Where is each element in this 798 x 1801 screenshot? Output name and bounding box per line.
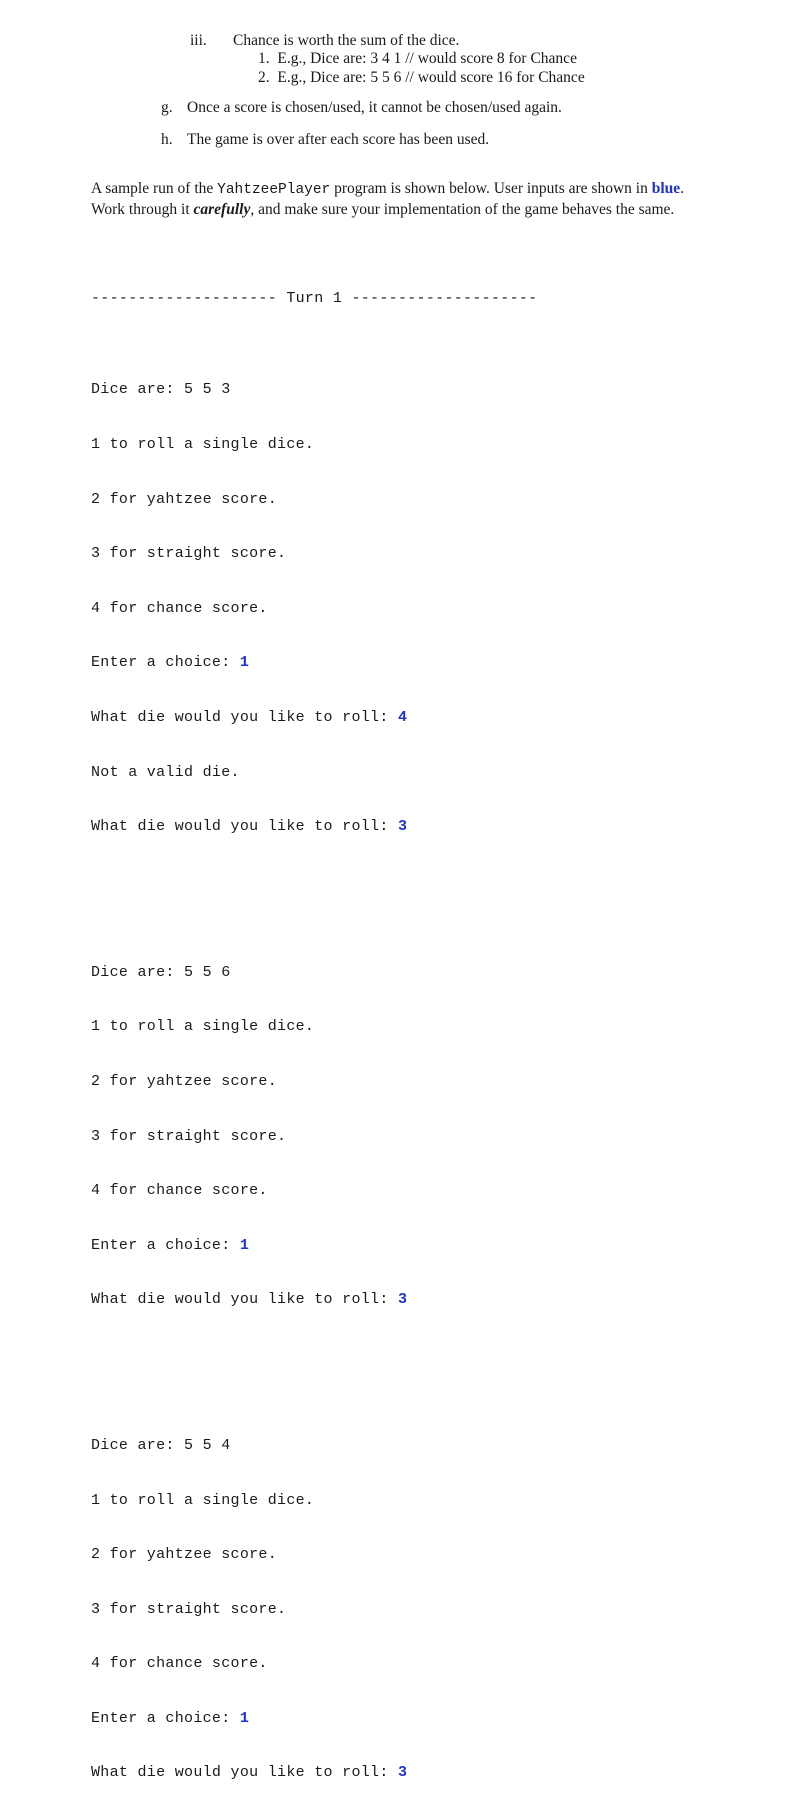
intro-line-1 — [91, 180, 684, 199]
dice-line: Dice are: 5 5 4 — [91, 1436, 231, 1454]
sub-list-item — [258, 69, 585, 87]
menu-option: 1 to roll a single dice. — [91, 1018, 315, 1036]
die-prompt: What die would you like to roll: — [91, 1764, 398, 1782]
die-prompt: What die would you like to roll: — [91, 1291, 398, 1309]
error-line: Not a valid die. — [91, 763, 240, 781]
die-prompt: What die would you like to roll: — [91, 708, 398, 726]
turn-header: -------------------- Turn 1 -------------------- — [91, 290, 538, 308]
sub-list-marker: 1. — [258, 50, 270, 67]
list-item-h-text: The game is over after each score has been used. — [187, 131, 490, 148]
list-item-g-text: Once a score is chosen/used, it cannot be chosen/used again. — [187, 99, 562, 116]
sub-list-marker: 2. — [258, 69, 270, 86]
user-input: 1 — [239, 654, 250, 672]
intro-text: program is shown below. User inputs are shown in — [330, 180, 652, 197]
blue-word: blue — [651, 180, 681, 197]
user-input: 1 — [239, 1709, 250, 1727]
list-marker-iii: iii. — [190, 32, 207, 49]
list-marker-g: g. — [161, 99, 173, 116]
blank-line — [91, 1346, 537, 1364]
menu-option: 4 for chance score. — [91, 1182, 268, 1200]
user-input: 1 — [239, 1236, 250, 1254]
dice-line: Dice are: 5 5 6 — [91, 963, 231, 981]
sub-list-text: E.g., Dice are: 5 5 6 // would score 16 for Chance — [277, 69, 585, 86]
list-item-iii-text: Chance is worth the sum of the dice. — [233, 32, 460, 49]
sub-list-text: E.g., Dice are: 3 4 1 // would score 8 for Chance — [277, 50, 577, 67]
console-output — [91, 254, 537, 1801]
choice-prompt: Enter a choice: — [91, 654, 240, 672]
choice-prompt: Enter a choice: — [91, 1709, 240, 1727]
choice-line — [91, 1237, 537, 1255]
intro-text: Work through it — [91, 201, 194, 218]
user-input: 3 — [397, 1291, 408, 1309]
menu-option: 2 for yahtzee score. — [91, 1072, 278, 1090]
die-line — [91, 818, 537, 836]
intro-text: . — [680, 180, 685, 197]
choice-line — [91, 654, 537, 672]
die-line — [91, 1291, 537, 1309]
intro-line-2 — [91, 201, 674, 219]
die-line — [91, 1764, 537, 1782]
emphasis-carefully: carefully — [193, 201, 251, 218]
menu-option: 3 for straight score. — [91, 1127, 287, 1145]
user-input: 4 — [397, 708, 408, 726]
blank-line — [91, 873, 537, 891]
choice-line — [91, 1710, 537, 1728]
menu-option: 4 for chance score. — [91, 599, 268, 617]
menu-option: 3 for straight score. — [91, 545, 287, 563]
choice-prompt: Enter a choice: — [91, 1236, 240, 1254]
list-marker-h: h. — [161, 131, 173, 148]
menu-option: 2 for yahtzee score. — [91, 1546, 278, 1564]
die-line — [91, 709, 537, 727]
intro-text: , and make sure your implementation of the game behaves the same. — [250, 201, 675, 218]
menu-option: 3 for straight score. — [91, 1600, 287, 1618]
die-prompt: What die would you like to roll: — [91, 818, 398, 836]
program-name-code: YahtzeePlayer — [217, 182, 331, 198]
menu-option: 2 for yahtzee score. — [91, 490, 278, 508]
menu-option: 1 to roll a single dice. — [91, 436, 315, 453]
user-input: 3 — [397, 1764, 408, 1782]
menu-option: 4 for chance score. — [91, 1655, 268, 1673]
intro-text: A sample run of the — [91, 180, 218, 197]
sub-list-item — [258, 50, 577, 68]
menu-option: 1 to roll a single dice. — [91, 1491, 315, 1509]
user-input: 3 — [397, 818, 408, 836]
dice-line: Dice are: 5 5 3 — [91, 381, 231, 399]
